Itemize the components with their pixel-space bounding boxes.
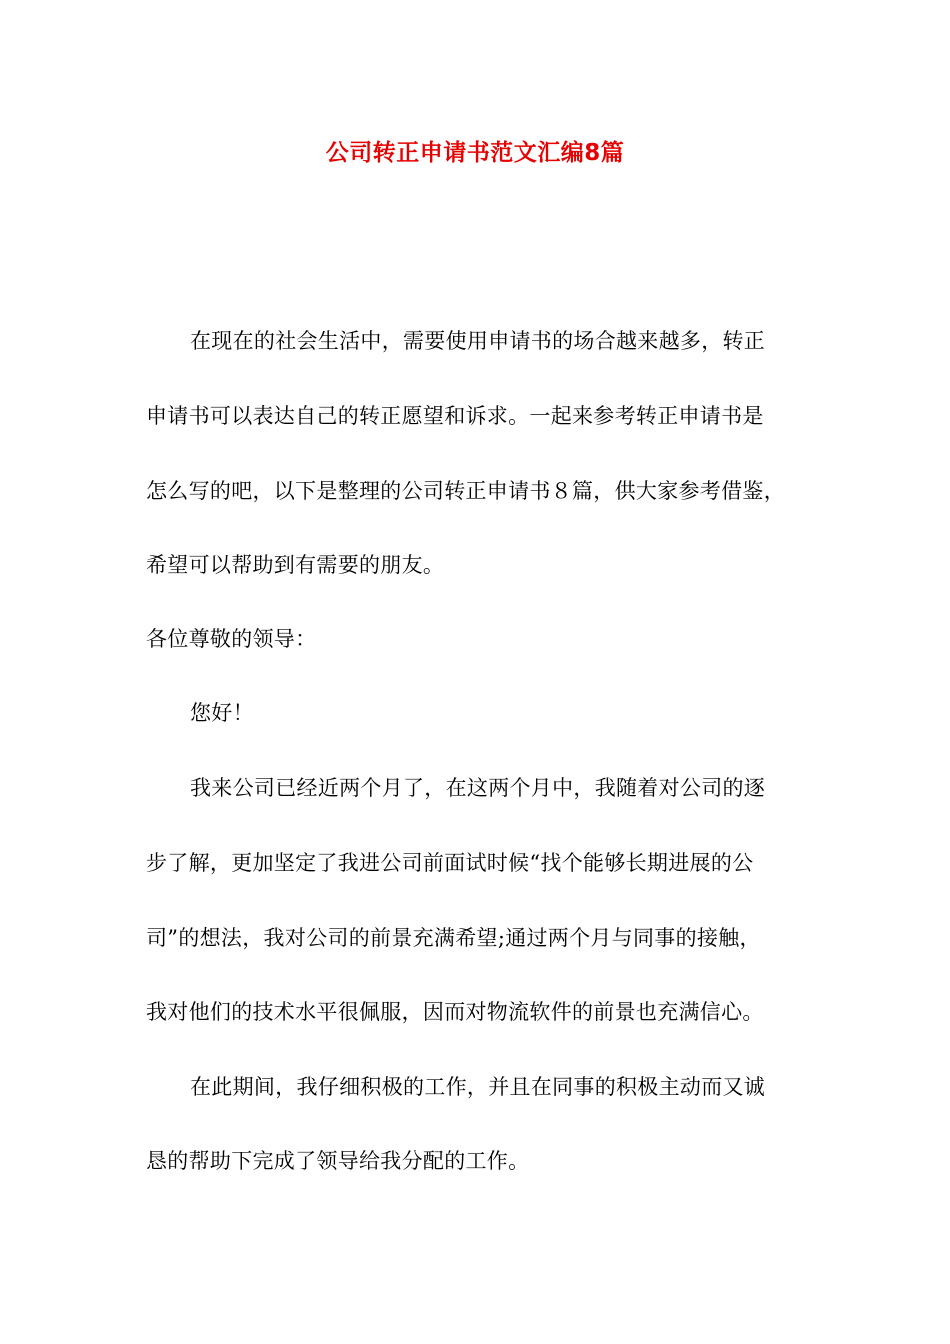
paragraph-line: 恳的帮助下完成了领导给我分配的工作。 (146, 1149, 530, 1173)
paragraph-line: 我对他们的技术水平很佩服，因而对物流软件的前景也充满信心。 (146, 1000, 764, 1024)
paragraph-line: 在此期间，我仔细积极的工作，并且在同事的积极主动而又诚 (190, 1075, 766, 1099)
greeting: 您好！ (190, 701, 254, 725)
paragraph-line: 怎么写的吧，以下是整理的公司转正申请书８篇，供大家参考借鉴， (146, 479, 785, 503)
paragraph-line: 我来公司已经近两个月了，在这两个月中，我随着对公司的逐 (190, 776, 766, 800)
salutation: 各位尊敬的领导： (146, 627, 317, 651)
paragraph-line: 在现在的社会生活中，需要使用申请书的场合越来越多，转正 (190, 329, 766, 353)
paragraph-line: 司”的想法，我对公司的前景充满希望;通过两个月与同事的接触， (146, 926, 761, 950)
paragraph-line: 希望可以帮助到有需要的朋友。 (146, 553, 445, 577)
paragraph-line: 步了解，更加坚定了我进公司前面试时候“找个能够长期进展的公 (146, 851, 754, 875)
paragraph-line: 申请书可以表达自己的转正愿望和诉求。一起来参考转正申请书是 (146, 404, 764, 428)
document-title: 公司转正申请书范文汇编8篇 (325, 140, 625, 166)
